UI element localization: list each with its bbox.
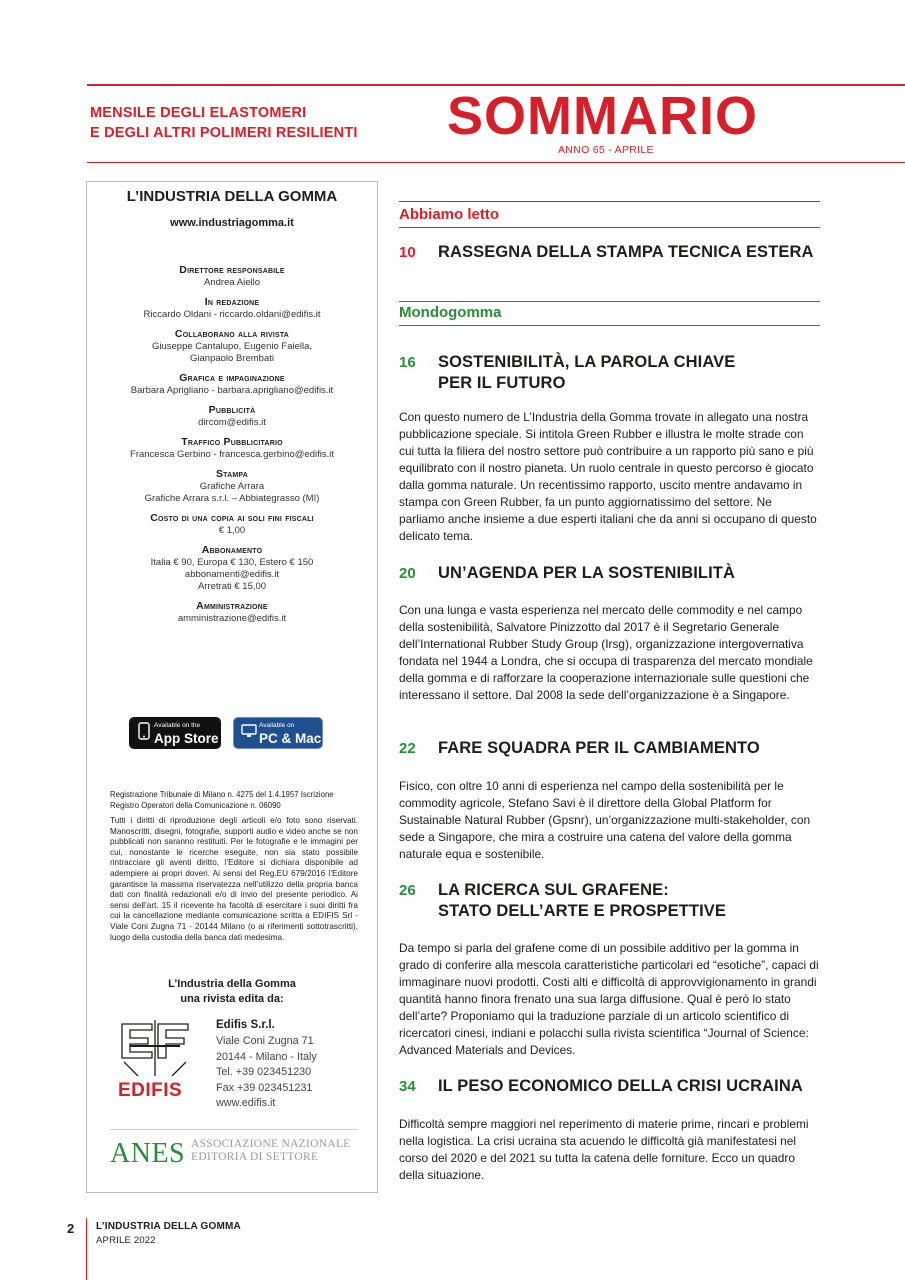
staff-entry (86, 468, 378, 505)
staff-entry (86, 600, 378, 625)
article-page-number: 22 (399, 740, 416, 757)
staff-list (86, 264, 378, 632)
section-rule-bottom (399, 227, 820, 228)
staff-role: Costo di una copia ai soli fini fiscali (150, 512, 314, 524)
staff-role: Traffico Pubblicitario (181, 436, 283, 448)
staff-value: Italia € 90, Europa € 130, Estero € 150 abbonamenti@edifis.it Arretrati € 15,00 (150, 557, 314, 592)
staff-entry (86, 296, 378, 321)
app-store-badge[interactable] (129, 717, 221, 749)
staff-role: Direttore responsabile (179, 264, 285, 276)
staff-role: Stampa (215, 468, 249, 480)
article-title[interactable]: SOSTENIBILITÀ, LA PAROLA CHIAVE PER IL FUTURO (438, 353, 736, 392)
section-rule-bottom (399, 325, 820, 326)
staff-role: Collaborano alla rivista (174, 328, 290, 340)
header-rule (87, 162, 905, 163)
tagline-line-1: MENSILE DEGLI ELASTOMERI (90, 105, 307, 121)
publisher-intro (86, 977, 378, 1007)
footer-magazine: L’INDUSTRIA DELLA GOMMA (96, 1221, 241, 1232)
staff-value: Riccardo Oldani - riccardo.oldani@edifis.it (143, 309, 321, 320)
article-title[interactable]: FARE SQUADRA PER IL CAMBIAMENTO (438, 739, 760, 757)
pc-mac-big: PC & Mac (259, 730, 322, 746)
article-page-number: 20 (399, 565, 416, 582)
page-title: SOMMARIO (447, 86, 758, 146)
staff-role: Amministrazione (196, 600, 268, 612)
tagline-line-2: E DEGLI ALTRI POLIMERI RESILIENTI (90, 125, 358, 141)
app-store-small: Available on the (154, 721, 201, 729)
article-page-number: 26 (399, 882, 416, 899)
article-page-number: 10 (399, 244, 416, 261)
footer-bar (86, 1218, 87, 1280)
article-abstract: Da tempo si parla del grafene come di un possibile additivo per la gomma in grado di conferire alla mescola caratteristiche particolari ed “esotiche”, capaci di immaginare nuovi prodotti. Costi alti e difficoltà di approvvigionamento in grandi quantità hanno finora frenato una sua larga diffusione. Qual è però lo stato dell’arte? Proponiamo qui la traduzione parziale di un articolo scientifico di ricercatori cinesi, indiani e polacchi sulla rivista scientifica “Journal of Science: Advanced Materials and Devices. (399, 941, 819, 1058)
staff-value: amministrazione@edifis.it (177, 613, 287, 624)
article-abstract: Con questo numero de L’Industria della Gomma trovate in allegato una nostra pubblicazione speciale. Si intitola Green Rubber e illustra le molte strade con cui tutta la filiera del nostro settore può contribuire a un rapporto più sano e più equilibrato con il nostro pianeta. Un ruolo centrale in questo percorso è giocato dalla gomma naturale. Un recentissimo rapporto, uscito mentre andavamo in stampa con Green Rubber, fa un punto aggiornatissimo del settore. Ne parliamo anche insieme a due esperti italiani che da anni si occupano di questo delicato tema. (399, 410, 817, 544)
publisher-info (216, 1034, 317, 1112)
article-abstract: Con una lunga e vasta esperienza nel mercato delle commodity e nel campo della sostenibilità, Salvatore Pinizzotto dal 2017 è il Segretario Generale dell’International Rubber Study Group (Irsg), organizzazione intergovernativa fondata nel 1944 a Londra, che si occupa di trasparenza del mercato mondiale della gomma e di rafforzare la cooperazione internazionale sulle questioni che interessano il settore. Dal 2008 la sede dell’organizzazione è a Singapore. (399, 603, 813, 703)
staff-value: € 1,00 (218, 525, 246, 536)
app-store-big: App Store (154, 730, 219, 746)
registration-note: Registrazione Tribunale di Milano n. 4275 del 1.4.1957 Iscrizione Registro Operatori della Comunicazione n. 06090 (110, 790, 334, 810)
publisher-intro-line-1: L’Industria della Gomma (168, 978, 296, 990)
publisher-intro-line-2: una rivista edita da: (180, 993, 284, 1005)
legal-notice: Tutti i diritti di riproduzione degli articoli e/o foto sono riservati. Manoscritti, disegni, fotografie, supporti audio e video anche se non pubblicati non saranno restituiti. Per le fotografie e le immagini per cui, nonostante le ricerche eseguite, non sia stato possibile rintracciare gli aventi diritto, l’Editore si dichiara disponibile ad adempiere ai propri doveri. Ai sensi del Reg.EU 679/2016 l’Editore garantisce la massima riservatezza nell’utilizzo della propria banca dati con finalità redazionali e/o di invio del presente periodico. Ai sensi dell’art. 15 il ricevente ha facoltà di esercitare i suoi diritti fra cui la cancellazione mediante comunicazione scritta a EDIFIS Srl - Viale Coni Zugna 71 - 20144 Milano (o ai riferimenti sottotrascritti), luogo della custodia della banca dati medesima. (110, 816, 358, 942)
anes-rule (110, 1129, 358, 1130)
store-badges (86, 717, 378, 751)
staff-entry (86, 404, 378, 429)
article-title[interactable]: UN’AGENDA PER LA SOSTENIBILITÀ (438, 564, 735, 582)
masthead-url[interactable]: www.industriagomma.it (170, 217, 294, 229)
section-label-abbiamo-letto: Abbiamo letto (399, 206, 499, 223)
staff-entry (86, 328, 378, 365)
publisher-info-text: Viale Coni Zugna 71 20144 - Milano - Italy Tel. +39 023451230 Fax +39 023451231 www.edifis.it (216, 1035, 317, 1109)
staff-role: Grafica e impaginazione (179, 372, 285, 384)
issue-label: ANNO 65 - APRILE (558, 144, 654, 156)
staff-entry (86, 512, 378, 537)
pc-mac-small: Available on (259, 721, 295, 729)
staff-entry (86, 372, 378, 397)
masthead-title: L’INDUSTRIA DELLA GOMMA (126, 188, 338, 205)
article-title[interactable]: IL PESO ECONOMICO DELLA CRISI UCRAINA (438, 1077, 803, 1095)
article-page-number: 16 (399, 354, 416, 371)
article-title[interactable]: RASSEGNA DELLA STAMPA TECNICA ESTERA (438, 243, 814, 261)
section-label-mondogomma: Mondogomma (399, 304, 502, 321)
staff-entry (86, 544, 378, 593)
staff-value: Giuseppe Cantalupo, Eugenio Faiella, Gianpaolo Brembati (151, 341, 313, 364)
staff-role: In redazione (204, 296, 260, 308)
staff-value: Andrea Aiello (204, 277, 260, 288)
staff-entry (86, 436, 378, 461)
section-rule-top (399, 201, 820, 202)
staff-value: Barbara Aprigliano - barbara.aprigliano@edifis.it (130, 385, 334, 396)
staff-role: Abbonamento (201, 544, 263, 556)
article-page-number: 34 (399, 1078, 416, 1095)
monitor-icon (239, 723, 259, 744)
staff-role: Pubblicità (208, 404, 256, 416)
section-rule-top (399, 301, 820, 302)
header-tagline (90, 103, 358, 143)
apple-device-icon (134, 722, 154, 745)
article-abstract: Difficoltà sempre maggiori nel reperimento di materie prime, rincari e problemi nella logistica. La crisi ucraina sta acuendo le difficoltà già manifestatesi nel corso del 2020 e del 2021 su tutta la catena delle forniture. Ecco un quadro della situazione. (399, 1117, 809, 1183)
staff-entry (86, 264, 378, 289)
publisher-name: Edifis S.r.l. (216, 1019, 275, 1031)
edifis-logo-text: EDIFIS (118, 1080, 183, 1101)
staff-value: dircom@edifis.it (198, 417, 266, 428)
article-abstract: Fisico, con oltre 10 anni di esperienza nel campo della sostenibilità per le commodity agricole, Stefano Savi è il direttore della Global Platform for Sustainable Natural Rubber (Gpsnr), un’organizzazione multi-stakeholder, con sede a Singapore, che mira a costruire una catena del valore della gomma naturale equa e sostenibile. (399, 779, 811, 862)
pc-mac-badge[interactable] (233, 717, 323, 749)
footer-date: APRILE 2022 (96, 1235, 156, 1246)
page-number: 2 (67, 1221, 75, 1236)
anes-logo: ANES (110, 1138, 186, 1169)
staff-value: Grafiche Arrara Grafiche Arrara s.r.l. – Abbiategrasso (MI) (144, 481, 320, 504)
staff-value: Francesca Gerbino - francesca.gerbino@edifis.it (130, 449, 334, 460)
anes-subtitle: ASSOCIAZIONE NAZIONALE EDITORIA DI SETTORE (191, 1138, 351, 1163)
article-title[interactable]: LA RICERCA SUL GRAFENE: STATO DELL’ARTE E PROSPETTIVE (438, 881, 727, 920)
